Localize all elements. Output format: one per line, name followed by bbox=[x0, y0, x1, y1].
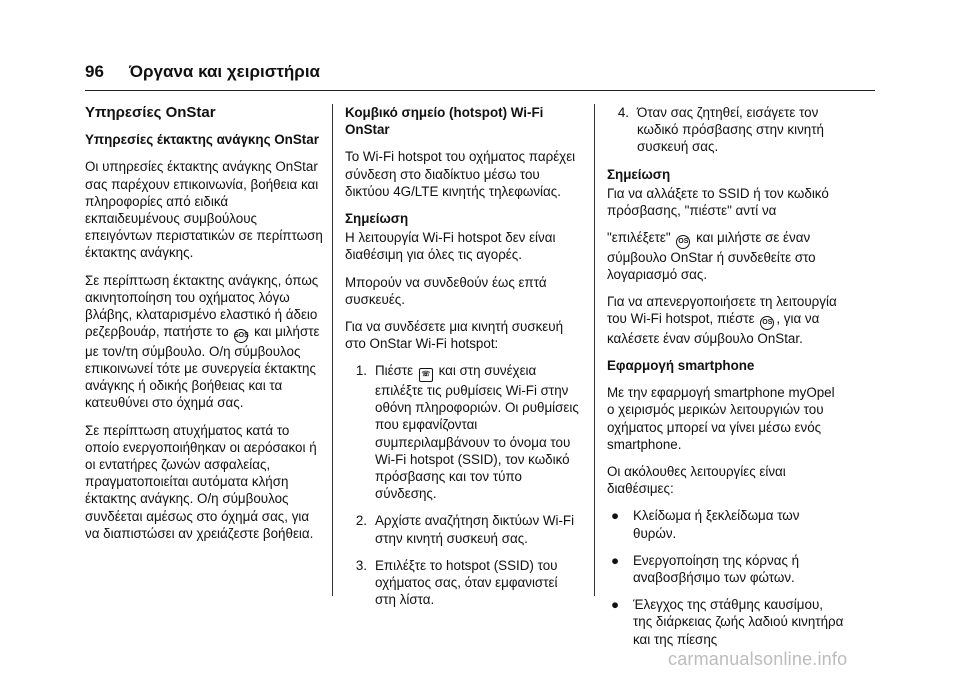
paragraph: Με την εφαρμογή smartphone myOpel ο χειρισμός μερικών λειτουργιών του οχήματος μπορεί να γίνει μέσω ενός smartphone. bbox=[607, 385, 835, 452]
onstar-button-icon: OS bbox=[760, 316, 774, 330]
list-item: 1. Πιέστε ☏ και στη συνέχεια επιλέξτε τις ρυθμίσεις Wi-Fi στην οθόνη πληροφοριών. Οι ρυθμίσεις που εμφανίζονται συμπεριλαμβάνουν το όνομα του Wi-Fi hotspot (SSID), τον κωδικό πρόσβασης και τον τύπο σύνδεσης. bbox=[355, 363, 579, 502]
note-label: Σημείωση bbox=[607, 166, 671, 182]
phone-icon: ☏ bbox=[419, 368, 433, 382]
list-item: 3. Επιλέξτε το hotspot (SSID) του οχήματος σας, όταν εμφανιστεί στη λίστα. bbox=[355, 557, 558, 608]
paragraph: Για να συνδέσετε μια κινητή συσκευή στο OnStar Wi-Fi hotspot: bbox=[345, 319, 564, 352]
bullet-icon: ● bbox=[611, 508, 620, 524]
paragraph: Σε περίπτωση έκτακτης ανάγκης, όπως ακινητοποίηση του οχήματος λόγω βλάβης, κλαταρισμένο ελαστικό ή άδειο ρεζερβουάρ, πατήστε το SOS και μιλήστε με τον/τη σύμβουλο. Ο/η σύμβουλος επικοινωνεί τότε με συνεργεία έκτακτης ανάγκης ή οδικής βοήθειας και τα κατευθύνει στο όχημά σας. bbox=[85, 272, 320, 411]
watermark: carmanualsonline.info bbox=[668, 649, 848, 669]
note-label: Σημείωση bbox=[345, 211, 409, 227]
note-text: Η λειτουργία Wi-Fi hotspot δεν είναι διαθέσιμη για όλες τις αγορές. bbox=[345, 230, 556, 263]
page-header bbox=[85, 62, 320, 82]
paragraph: Για να αλλάξετε το SSID ή τον κωδικό πρόσβασης, "πιέστε" αντί να bbox=[607, 185, 829, 219]
header-rule bbox=[85, 90, 875, 91]
paragraph: Για να απενεργοποιήσετε τη λειτουργία του Wi-Fi hotspot, πιέστε OS , για να καλέσετε έναν σύμβουλο OnStar. bbox=[607, 294, 837, 346]
sos-button-icon: SOS bbox=[234, 329, 248, 343]
column-2 bbox=[345, 104, 581, 618]
column-divider-2 bbox=[594, 104, 595, 596]
wifi-hotspot-heading: Κομβικό σημείο (hotspot) Wi-Fi OnStar bbox=[345, 105, 544, 138]
onstar-button-icon: OS bbox=[676, 235, 690, 249]
page-number: 96 bbox=[85, 62, 104, 81]
column-1 bbox=[85, 104, 325, 552]
column-divider-1 bbox=[332, 104, 333, 596]
list-item: 2. Αρχίστε αναζήτηση δικτύων Wi-Fi στην κινητή συσκευή σας. bbox=[355, 513, 575, 546]
paragraph: Μπορούν να συνδεθούν έως επτά συσκευές. bbox=[345, 274, 547, 307]
paragraph: Οι ακόλουθες λειτουργίες είναι διαθέσιμες: bbox=[607, 464, 786, 497]
paragraph: Οι υπηρεσίες έκτακτης ανάγκης OnStar σας παρέχουν επικοινωνία, βοήθεια και πληροφορίες από ειδικά εκπαιδευμένους συμβούλους επειγόντων περιστατικών σε περίπτωση έκτακτης ανάγκης. bbox=[85, 159, 323, 261]
list-item: 4. Όταν σας ζητηθεί, εισάγετε τον κωδικό πρόσβασης στην κινητή συσκευή σας. bbox=[617, 105, 824, 155]
paragraph: Το Wi-Fi hotspot του οχήματος παρέχει σύνδεση στο διαδίκτυο μέσω του δικτύου 4G/LTE κινητής τηλεφωνίας. bbox=[345, 149, 576, 199]
column-3 bbox=[607, 104, 845, 658]
list-item: ● Κλείδωμα ή ξεκλείδωμα των θυρών. bbox=[607, 507, 845, 541]
paragraph: Σε περίπτωση ατυχήματος κατά το οποίο ενεργοποιήθηκαν οι αερόσακοι ή οι εντατήρες ζωνών ασφαλείας, πραγματοποιείται αυτόματα κλήση έκτακτης ανάγκης. Ο/η σύμβουλος συνδέεται αμέσως στο όχημά σας, για να διαπιστώσει αν χρειάζεστε βοήθεια. bbox=[85, 422, 317, 541]
list-item: ● Έλεγχος της στάθμης καυσίμου, της διάρκειας ζωής λαδιού κινητήρα και της πίεσης bbox=[607, 596, 845, 648]
paragraph: "επιλέξετε" OS και μιλήστε σε έναν σύμβουλο OnStar ή συνδεθείτε στο λογαριασμό σας. bbox=[607, 230, 816, 282]
section-title: Όργανα και χειριστήρια bbox=[129, 62, 320, 81]
onstar-services-heading: Υπηρεσίες OnStar bbox=[85, 104, 216, 121]
list-item: ● Ενεργοποίηση της κόρνας ή αναβοσβήσιμο των φώτων. bbox=[607, 552, 845, 586]
bullet-icon: ● bbox=[611, 597, 620, 613]
smartphone-app-heading: Εφαρμογή smartphone bbox=[607, 358, 755, 374]
emergency-services-heading: Υπηρεσίες έκτακτης ανάγκης OnStar bbox=[85, 132, 319, 148]
bullet-icon: ● bbox=[611, 552, 620, 568]
